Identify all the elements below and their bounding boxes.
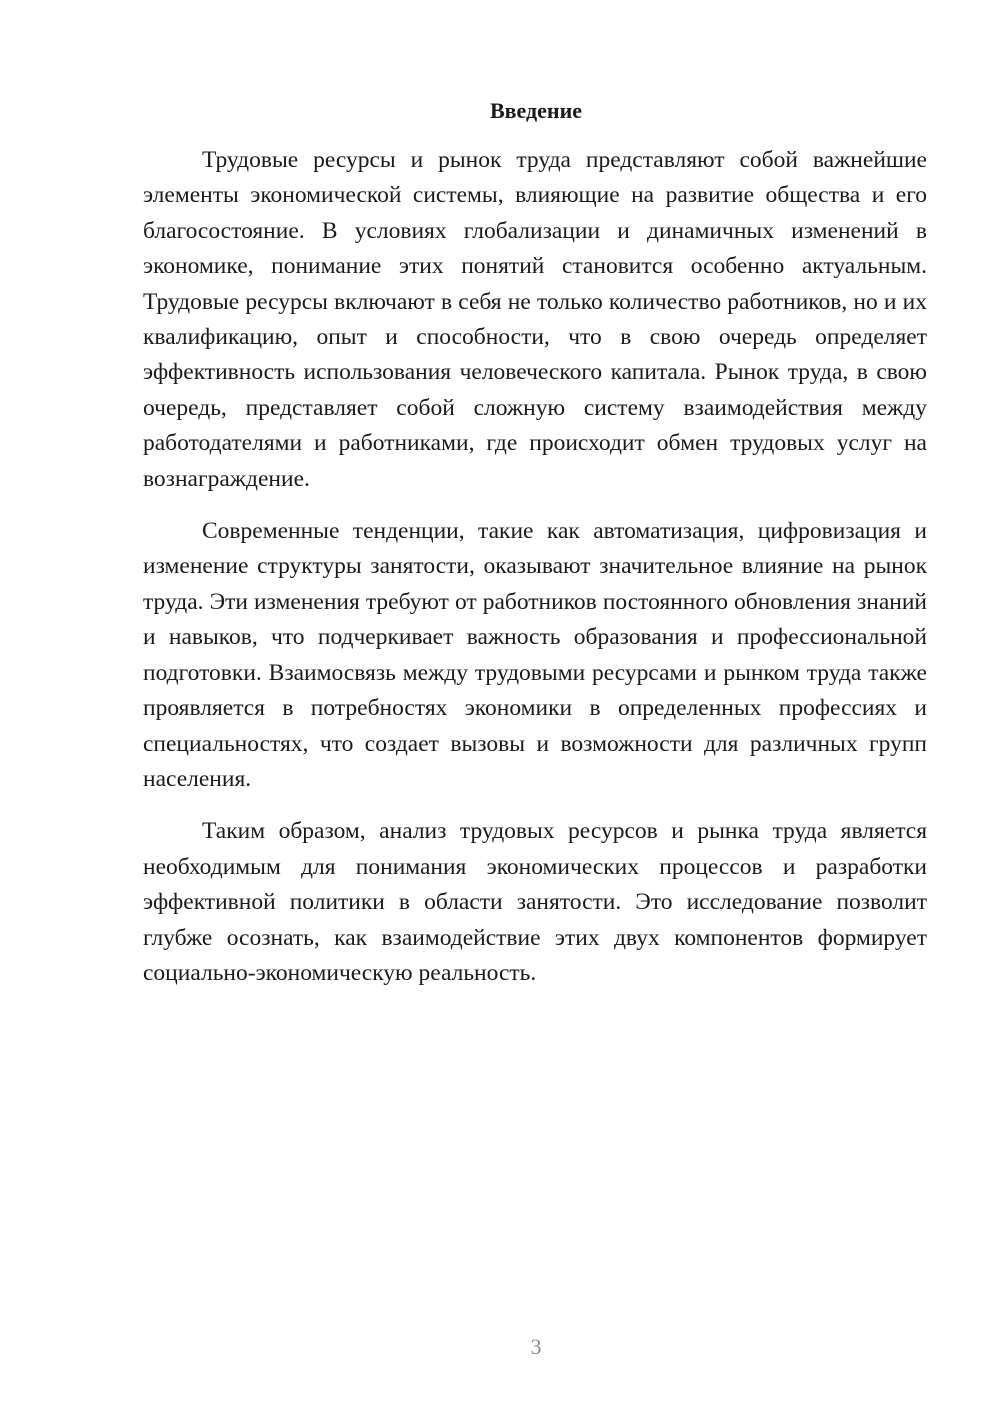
paragraph-1: Трудовые ресурсы и рынок труда представляют собой важнейшие элементы экономической системы, влияющие на развитие общества и его благосостояние. В условиях глобализации и динамичных изменений в экономике, понимание этих понятий становится особенно актуальным. Трудовые ресурсы включают в себя не только количество работников, но и их квалификацию, опыт и способности, что в свою очередь определяет эффективность использования человеческого капитала. Рынок труда, в свою очередь, представляет собой сложную систему взаимодействия между работодателями и работниками, где происходит обмен трудовых услуг на вознаграждение. — [143, 147, 927, 492]
page-title: Введение — [489, 98, 583, 123]
paragraph-3: Таким образом, анализ трудовых ресурсов и рынка труда является необходимым для понимания экономических процессов и разработки эффективной политики в области занятости. Это исследование позволит глубже осознать, как взаимодействие этих двух компонентов формирует социально-экономическую реальность. — [143, 818, 927, 986]
paragraph-2: Современные тенденции, такие как автоматизация, цифровизация и изменение структуры занятости, оказывают значительное влияние на рынок труда. Эти изменения требуют от работников постоянного обновления знаний и навыков, что подчеркивает важность образования и профессиональной подготовки. Взаимосвязь между трудовыми ресурсами и рынком труда также проявляется в потребностях экономики в определенных профессиях и специальностях, что создает вызовы и возможности для различных групп населения. — [143, 518, 927, 792]
body-text — [143, 143, 927, 1008]
page-number: 3 — [530, 1334, 542, 1359]
